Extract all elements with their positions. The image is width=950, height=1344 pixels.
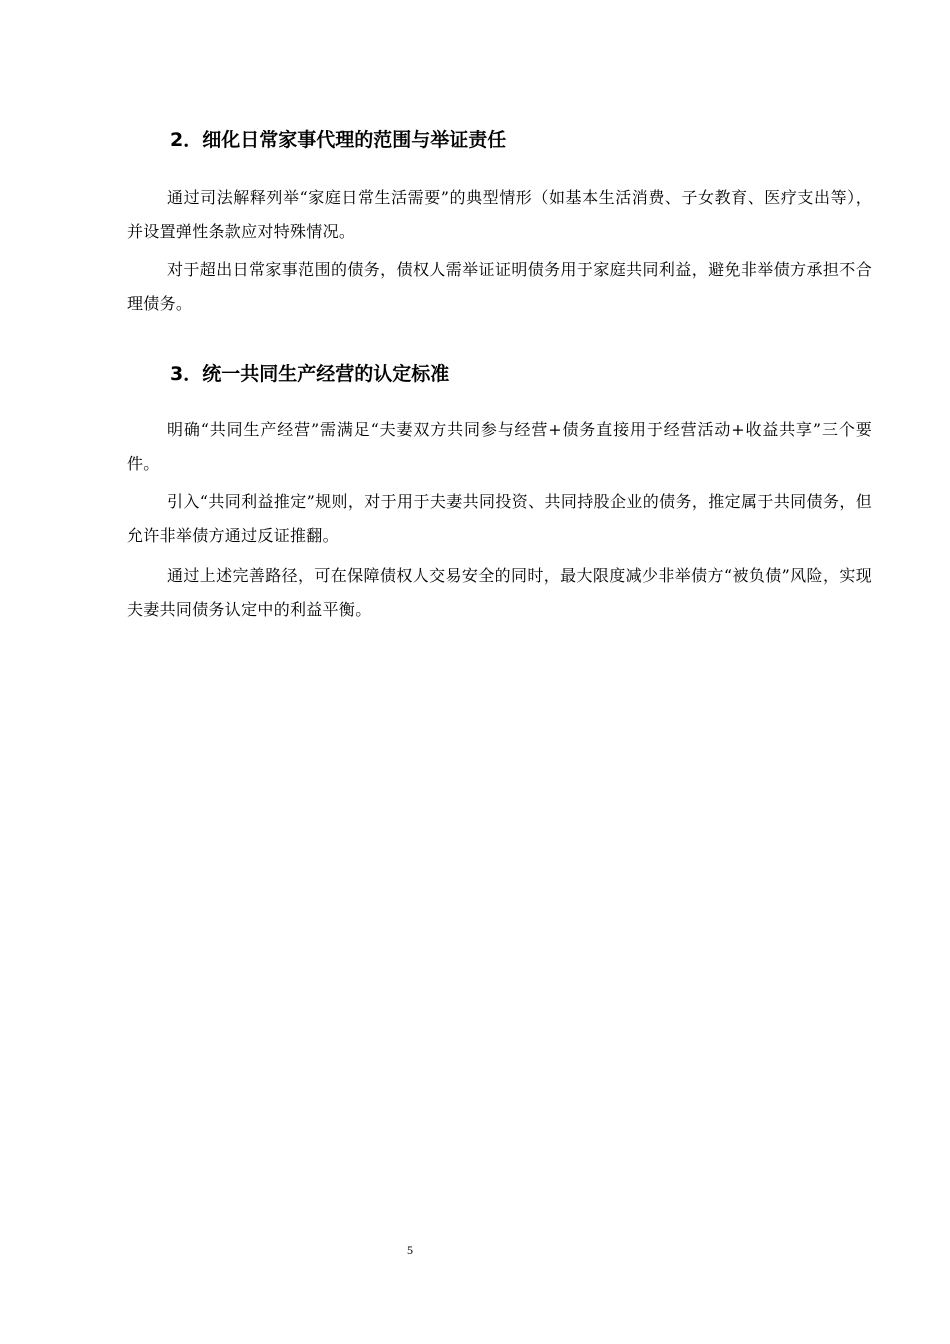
- paragraph-conclusion: 通过上述完善路径，可在保障债权人交易安全的同时，最大限度减少非举债方“被负债”风险，实现夫妻共同债务认定中的利益平衡。: [127, 566, 872, 619]
- paragraph-joint-business: 明确“共同生产经营”需满足“夫妻双方共同参与经营+债务直接用于经营活动+收益共享”三个要件。: [127, 420, 872, 473]
- paragraph-common-interest: 引入“共同利益推定”规则，对于用于夫妻共同投资、共同持股企业的债务，推定属于共同债务，但允许非举债方通过反证推翻。: [127, 492, 872, 545]
- section-heading-3: 3．统一共同生产经营的认定标准: [170, 363, 450, 385]
- paragraph-burden-of-proof: 对于超出日常家事范围的债务，债权人需举证证明债务用于家庭共同利益，避免非举债方承担不合理债务。: [127, 260, 872, 313]
- page-number: 5: [407, 1243, 413, 1257]
- paragraph-daily-needs: 通过司法解释列举“家庭日常生活需要”的典型情形（如基本生活消费、子女教育、医疗支出等），并设置弹性条款应对特殊情况。: [127, 188, 872, 241]
- section-heading-2: 2．细化日常家事代理的范围与举证责任: [170, 129, 507, 151]
